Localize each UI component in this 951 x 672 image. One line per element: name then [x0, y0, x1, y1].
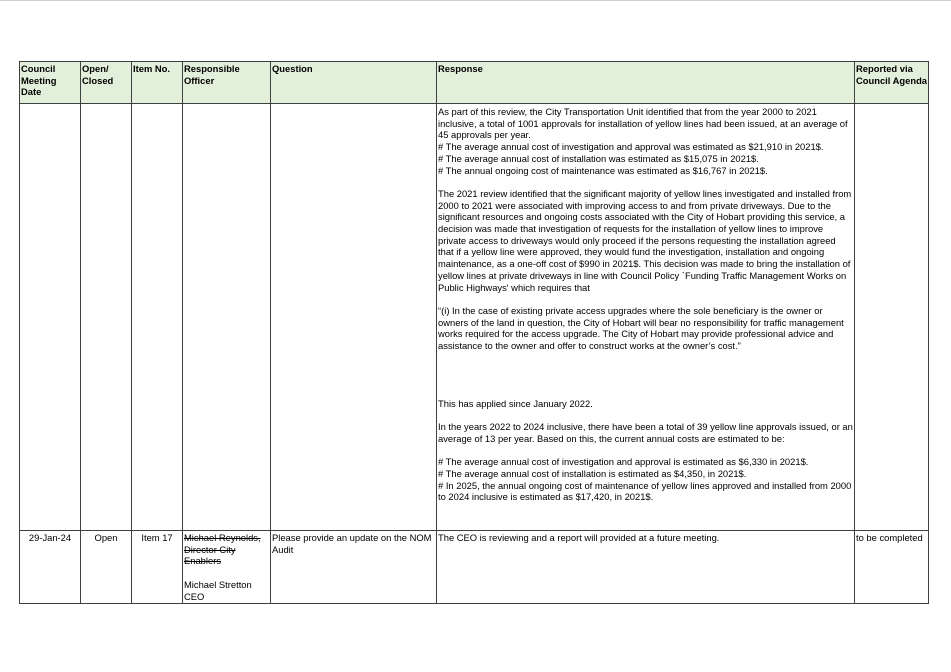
- response-quote: “(i) In the case of existing private access upgrades where the sole beneficiary is the owner or owners of the land in question, the City of Hobart will bear no responsibility for traffic management works required for the access upgrade. The City of Hobart may provide professional advice and assistance to the owner and offer to construct works at the owner’s cost.”: [438, 304, 844, 352]
- cell-meeting-date: [20, 104, 81, 531]
- officer-name: Michael Stretton: [184, 578, 252, 590]
- header-responsible-officer: Responsible Officer: [183, 62, 271, 104]
- response-bullet: # In 2025, the annual ongoing cost of maintenance of yellow lines approved and installed from 2000 to 2024 inclusive is estimated as $17,420, in 2021$.: [438, 479, 852, 503]
- header-response: Response: [437, 62, 855, 104]
- table-row-continued: [20, 104, 929, 531]
- cell-item-no: [132, 104, 183, 531]
- response-paragraph: This has applied since January 2022.: [438, 397, 593, 409]
- council-questions-table: [19, 61, 929, 604]
- response-bullet: # The average annual cost of installation is estimated as $4,350, in 2021$.: [438, 467, 747, 479]
- cell-open-closed: Open: [81, 531, 132, 604]
- header-meeting-date: Council Meeting Date: [20, 62, 81, 104]
- cell-reported-via: to be completed: [855, 531, 929, 604]
- cell-meeting-date: 29-Jan-24: [20, 531, 81, 604]
- cell-question: Please provide an update on the NOM Audit: [271, 531, 437, 604]
- header-open-closed: Open/ Closed: [81, 62, 132, 104]
- response-paragraph: The 2021 review identified that the significant majority of yellow lines investigated and installed from 2000 to 2021 were associated with improving access to and from private driveways. Due to the significant resources and ongoing costs associated with the City of Hobart providing this service, a decision was made that investigation of requests for the installation of yellow lines to improve private access to driveways would only proceed if the persons requesting the installation agreed that if a yellow line were approved, they would fund the investigation, installation and ongoing maintenance, as a one-off cost of $990 in 2021$. This decision was made to bring the installation of yellow lines at private driveways in line with Council Policy `Funding Traffic Management Works on Public Highways' which requires that: [438, 187, 852, 293]
- cell-item-no: Item 17: [132, 531, 183, 604]
- header-reported-via: Reported via Council Agenda: [855, 62, 929, 104]
- response-bullet: # The average annual cost of installation was estimated as $15,075 in 2021$.: [438, 152, 759, 164]
- response-bullet: # The average annual cost of investigation and approval is estimated as $6,330 in 2021$.: [438, 456, 809, 468]
- cell-officer: [183, 104, 271, 531]
- table-row: [20, 531, 929, 604]
- cell-reported-via: [855, 104, 929, 531]
- cell-response: The CEO is reviewing and a report will provided at a future meeting.: [437, 531, 855, 604]
- cell-officer: [183, 531, 271, 604]
- response-line: As part of this review, the City Transportation Unit identified that from the year 2000 to 2021 inclusive, a total of 1001 approvals for installation of yellow lines had been issued, at an average of 45 approvals per year.: [438, 106, 848, 141]
- header-question: Question: [271, 62, 437, 104]
- cell-response: [437, 104, 855, 531]
- response-bullet: # The average annual cost of investigation and approval was estimated as $21,910 in 2021$.: [438, 141, 824, 153]
- header-item-no: Item No.: [132, 62, 183, 104]
- page-top-rule: [0, 0, 951, 1]
- officer-title: CEO: [184, 590, 205, 602]
- header-row: [20, 62, 929, 104]
- cell-open-closed: [81, 104, 132, 531]
- cell-question: [271, 104, 437, 531]
- officer-struck-name: Michael Reynolds, Director City Enablers: [184, 532, 261, 567]
- response-paragraph: In the years 2022 to 2024 inclusive, there have been a total of 39 yellow line approvals issued, or an average of 13 per year. Based on this, the current annual costs are estimated to be:: [438, 421, 853, 444]
- response-bullet: # The annual ongoing cost of maintenance was estimated as $16,767 in 2021$.: [438, 164, 768, 176]
